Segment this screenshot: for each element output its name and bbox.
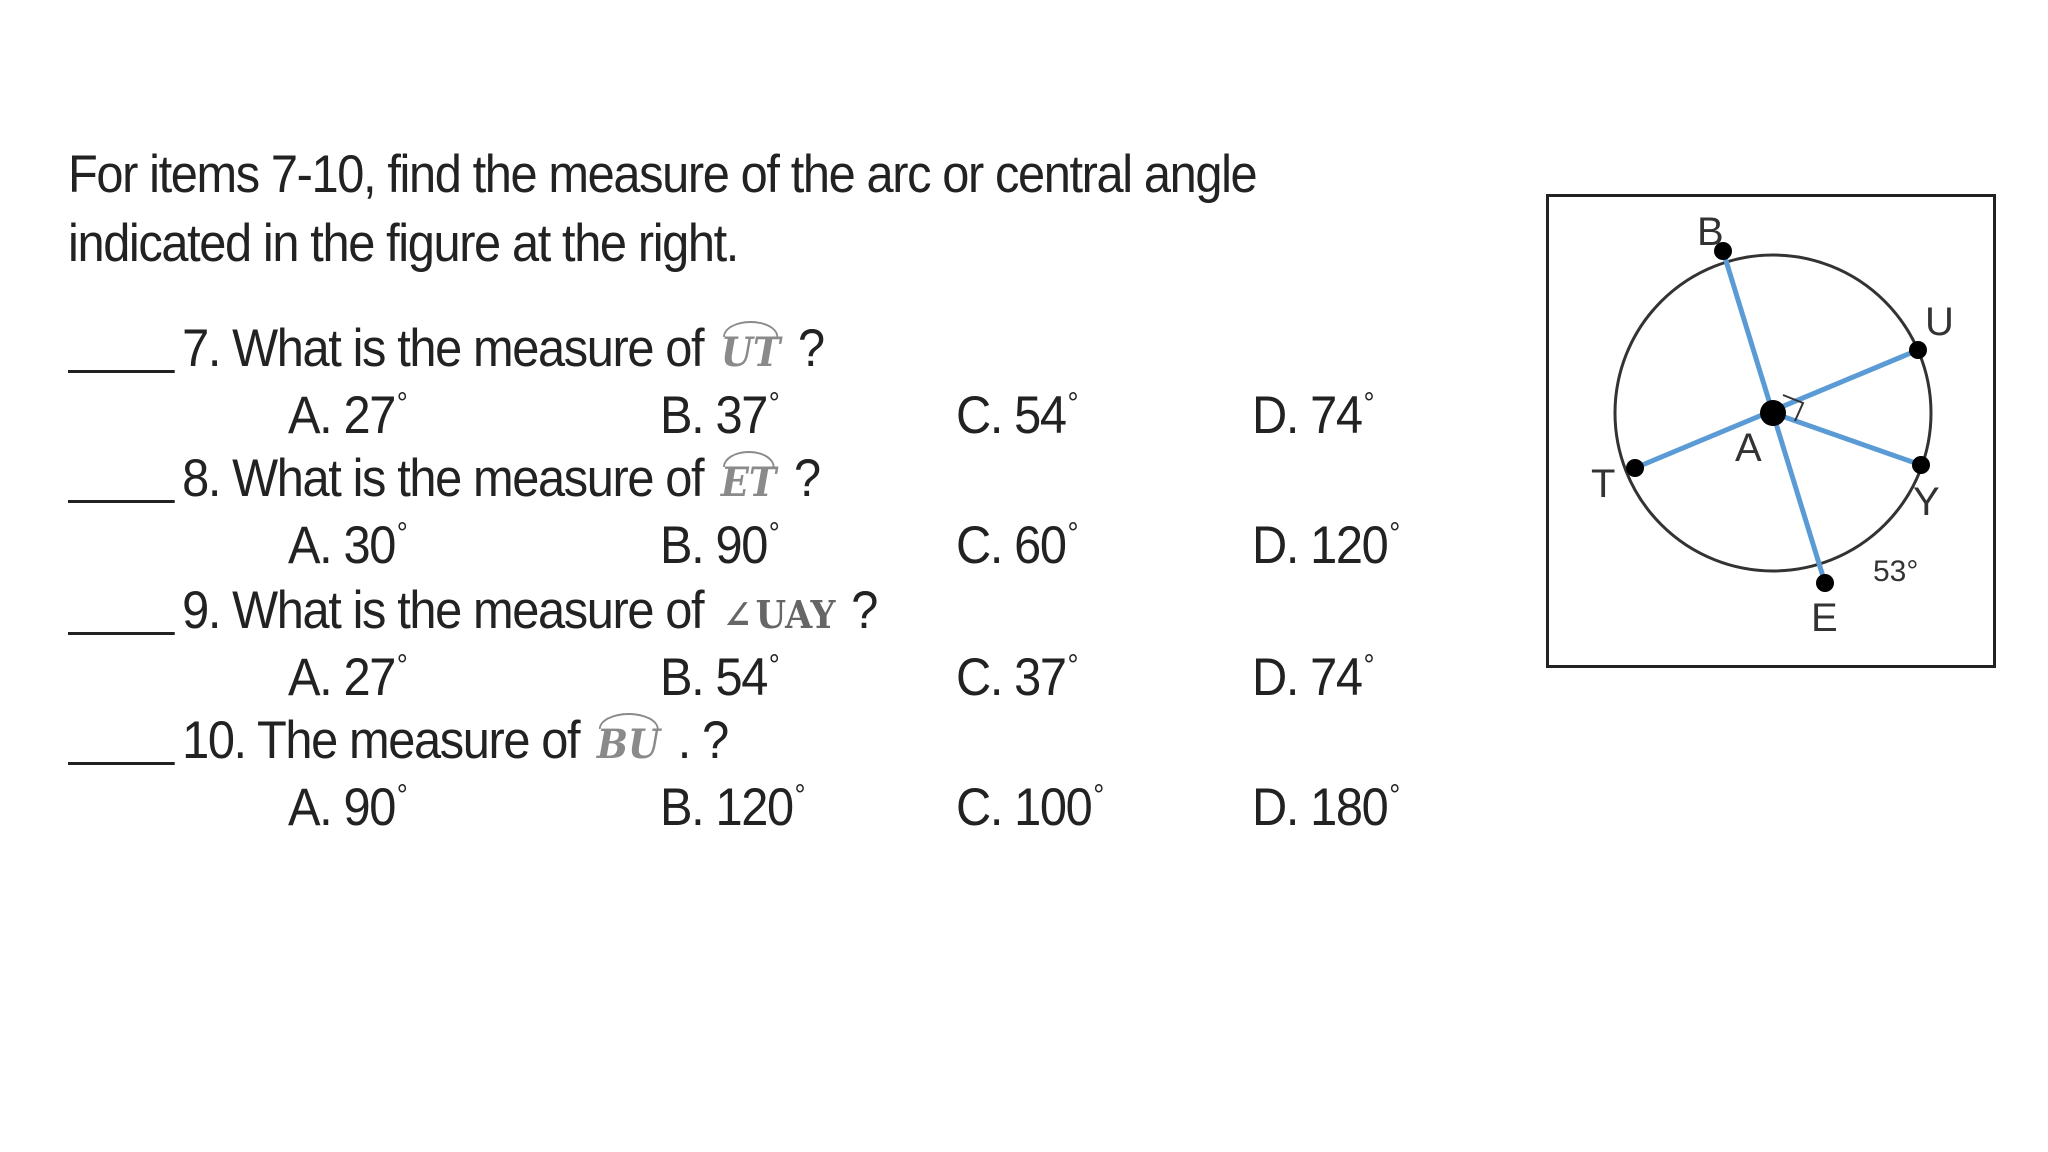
degree-symbol: ° xyxy=(768,517,779,550)
choice-letter: A. xyxy=(288,386,332,445)
question-10 xyxy=(68,710,728,780)
label-y: Y xyxy=(1913,480,1940,524)
arc-ut-notation: UT xyxy=(720,329,781,376)
question-10-text: 10. The measure of xyxy=(182,711,580,770)
choice-7d[interactable] xyxy=(1252,385,1373,446)
choice-value: 120 xyxy=(1310,516,1388,575)
degree-symbol: ° xyxy=(1363,387,1374,420)
choice-value: 37 xyxy=(1014,648,1066,707)
choice-letter: A. xyxy=(288,648,332,707)
instructions-line-1: For items 7-10, find the measure of the arc or central angle xyxy=(68,145,1257,204)
choice-letter: B. xyxy=(660,648,704,707)
question-9-mark: ? xyxy=(851,581,878,640)
circle-figure xyxy=(1546,194,1996,668)
choice-9d[interactable] xyxy=(1252,647,1373,708)
choice-letter: C. xyxy=(956,648,1002,707)
question-8-text: 8. What is the measure of xyxy=(182,449,704,508)
choice-9b[interactable] xyxy=(660,647,778,708)
arc-et-notation: ET xyxy=(720,459,777,506)
question-7-text: 7. What is the measure of xyxy=(182,319,704,378)
choice-letter: C. xyxy=(956,516,1002,575)
degree-symbol: ° xyxy=(396,649,407,682)
question-7 xyxy=(68,318,824,388)
choice-9a[interactable] xyxy=(288,647,406,708)
degree-symbol: ° xyxy=(396,779,407,812)
choice-10d[interactable] xyxy=(1252,777,1399,838)
point-a xyxy=(1760,400,1786,426)
question-8 xyxy=(68,448,820,518)
choice-value: 74 xyxy=(1310,386,1362,445)
choice-value: 37 xyxy=(715,386,767,445)
degree-symbol: ° xyxy=(1389,517,1399,550)
arc-bu-notation: BU xyxy=(596,721,661,768)
question-9-text: 9. What is the measure of xyxy=(182,581,704,640)
label-b: B xyxy=(1697,210,1724,254)
choice-letter: D. xyxy=(1252,516,1298,575)
choice-value: 54 xyxy=(1014,386,1066,445)
choice-letter: B. xyxy=(660,778,704,837)
choice-value: 30 xyxy=(343,516,395,575)
answer-blank-9[interactable] xyxy=(68,580,175,635)
label-a: A xyxy=(1735,426,1762,470)
choice-8c[interactable] xyxy=(956,515,1077,576)
choice-letter: A. xyxy=(288,778,332,837)
choice-value: 27 xyxy=(343,648,395,707)
choice-letter: D. xyxy=(1252,386,1298,445)
point-t xyxy=(1626,459,1644,477)
degree-symbol: ° xyxy=(396,387,407,420)
choice-value: 27 xyxy=(343,386,395,445)
choice-letter: B. xyxy=(660,386,704,445)
choice-7b[interactable] xyxy=(660,385,778,446)
point-e xyxy=(1816,574,1834,592)
choice-value: 90 xyxy=(343,778,395,837)
degree-symbol: ° xyxy=(768,649,779,682)
answer-blank-7[interactable] xyxy=(68,318,175,373)
choice-letter: B. xyxy=(660,516,704,575)
question-9 xyxy=(68,580,877,650)
choice-9c[interactable] xyxy=(956,647,1077,708)
question-7-mark: ? xyxy=(798,319,824,378)
choice-8d[interactable] xyxy=(1252,515,1399,576)
choice-letter: D. xyxy=(1252,648,1298,707)
angle-icon: ∠ xyxy=(722,592,752,637)
degree-symbol: ° xyxy=(768,387,779,420)
choice-10c[interactable] xyxy=(956,777,1103,838)
angle-uay-notation: UAY xyxy=(755,592,836,637)
degree-symbol: ° xyxy=(1067,649,1078,682)
choice-value: 60 xyxy=(1014,516,1066,575)
choice-value: 100 xyxy=(1014,778,1092,837)
degree-symbol: ° xyxy=(1389,779,1399,812)
choice-10a[interactable] xyxy=(288,777,406,838)
degree-symbol: ° xyxy=(794,779,805,812)
choice-8b[interactable] xyxy=(660,515,778,576)
choice-letter: D. xyxy=(1252,778,1298,837)
choice-8a[interactable] xyxy=(288,515,406,576)
choice-value: 120 xyxy=(715,778,793,837)
choice-letter: C. xyxy=(956,386,1002,445)
degree-symbol: ° xyxy=(396,517,407,550)
label-u: U xyxy=(1925,300,1954,344)
question-10-mark: . ? xyxy=(677,711,728,770)
question-8-mark: ? xyxy=(793,449,820,508)
choice-7a[interactable] xyxy=(288,385,406,446)
arc-ey-measure-label: 53° xyxy=(1873,555,1919,588)
choice-10b[interactable] xyxy=(660,777,804,838)
point-y xyxy=(1912,456,1930,474)
answer-blank-10[interactable] xyxy=(68,710,175,765)
label-t: T xyxy=(1591,462,1616,506)
choice-value: 54 xyxy=(715,648,767,707)
degree-symbol: ° xyxy=(1067,517,1078,550)
answer-blank-8[interactable] xyxy=(68,448,175,503)
instructions xyxy=(68,140,1356,278)
degree-symbol: ° xyxy=(1363,649,1374,682)
choice-value: 74 xyxy=(1310,648,1362,707)
instructions-line-2: indicated in the figure at the right. xyxy=(68,214,738,273)
choice-letter: A. xyxy=(288,516,332,575)
circle-diagram xyxy=(1549,197,1999,671)
choice-value: 180 xyxy=(1310,778,1388,837)
choice-value: 90 xyxy=(715,516,767,575)
degree-symbol: ° xyxy=(1093,779,1103,812)
label-e: E xyxy=(1811,596,1838,640)
choice-7c[interactable] xyxy=(956,385,1077,446)
choice-letter: C. xyxy=(956,778,1002,837)
degree-symbol: ° xyxy=(1067,387,1078,420)
